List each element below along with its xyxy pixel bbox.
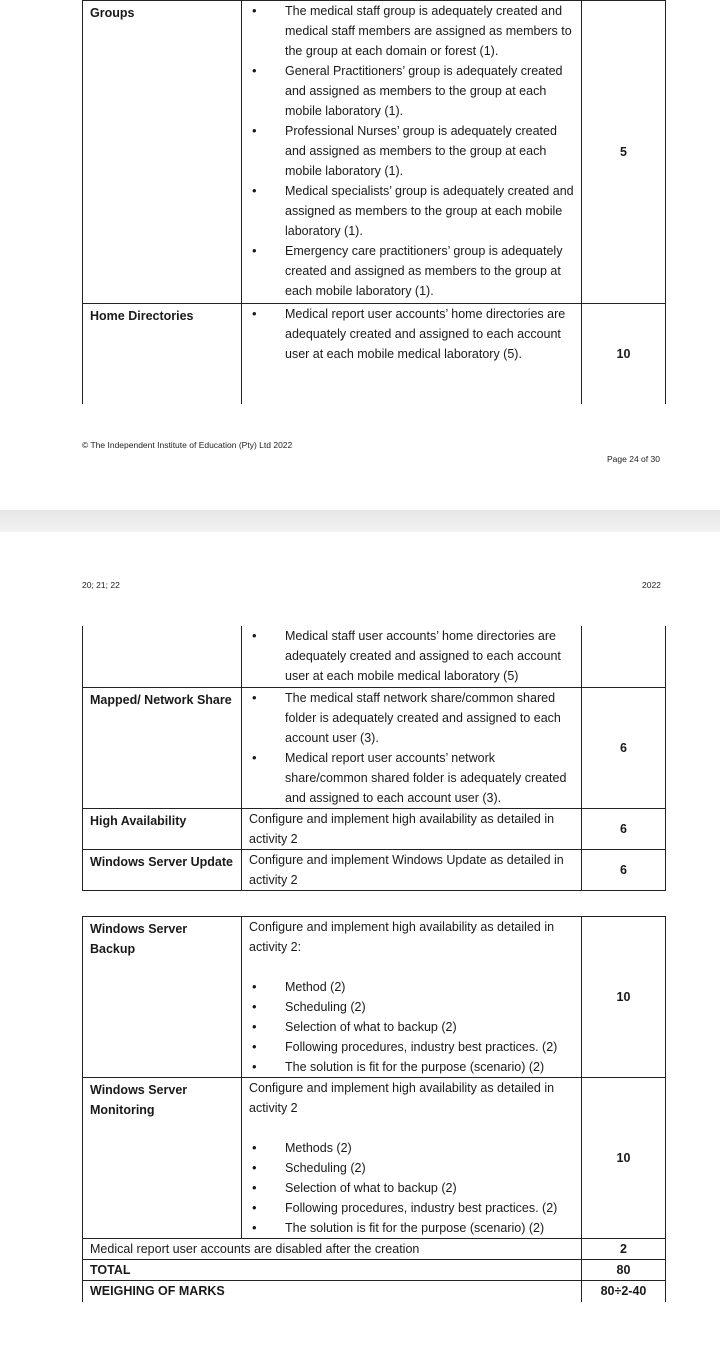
rubric-row-accounts-disabled xyxy=(83,1239,666,1260)
rubric-table-continued xyxy=(82,626,666,891)
footer-copyright: © The Independent Institute of Education (Pty) Ltd 2022 xyxy=(82,440,293,450)
criterion-cell: Windows Server Monitoring xyxy=(83,1078,242,1239)
marks-cell: 5 xyxy=(582,1,666,304)
rubric-row-total xyxy=(83,1260,666,1281)
list-item: • Method (2) xyxy=(249,977,575,997)
criterion-cell: Windows Server Update xyxy=(83,849,242,890)
weighing-marks: 80÷2-40 xyxy=(582,1281,666,1302)
list-item: • The solution is fit for the purpose (scenario) (2) xyxy=(249,1057,575,1077)
marks-cell: 2 xyxy=(582,1239,666,1260)
description-cell: Configure and implement high availability as detailed in activity 2 xyxy=(242,808,582,849)
description-cell xyxy=(242,917,582,1078)
marks-cell xyxy=(582,626,666,687)
marks-cell: 6 xyxy=(582,687,666,808)
document-page-25 xyxy=(0,532,720,1355)
rubric-row-continued xyxy=(83,626,666,687)
list-item: • Medical specialists’ group is adequately created and assigned as members to the group at each mobile laboratory (1). xyxy=(249,181,575,241)
rubric-row-windows-server-backup xyxy=(83,917,666,1078)
list-item: • Following procedures, industry best practices. (2) xyxy=(249,1198,575,1218)
description-cell xyxy=(242,1,582,304)
header-left: 20; 21; 22 xyxy=(82,580,120,590)
bullet-list xyxy=(249,688,575,808)
list-item: • Following procedures, industry best practices. (2) xyxy=(249,1037,575,1057)
list-item: • The solution is fit for the purpose (scenario) (2) xyxy=(249,1218,575,1238)
rubric-row-windows-server-monitoring xyxy=(83,1078,666,1239)
rubric-table-page-24 xyxy=(82,0,666,404)
list-item: • Methods (2) xyxy=(249,1138,575,1158)
list-item: • Professional Nurses’ group is adequately created and assigned as members to the group at each mobile laboratory (1). xyxy=(249,121,575,181)
criterion-cell: High Availability xyxy=(83,808,242,849)
page-number: Page 24 of 30 xyxy=(607,454,660,464)
total-marks: 80 xyxy=(582,1260,666,1281)
rubric-table-backup-monitoring xyxy=(82,916,666,1302)
criterion-cell: Home Directories xyxy=(83,304,242,404)
weighing-label: WEIGHING OF MARKS xyxy=(83,1281,582,1302)
description-cell xyxy=(242,304,582,404)
rubric-row-groups xyxy=(83,1,666,304)
marks-cell: 10 xyxy=(582,304,666,404)
rubric-row-mapped-network-share xyxy=(83,687,666,808)
document-page-24 xyxy=(0,0,720,510)
rubric-row-weighing xyxy=(83,1281,666,1302)
rubric-row-windows-server-update xyxy=(83,849,666,890)
bullet-list xyxy=(249,1,575,301)
total-label: TOTAL xyxy=(83,1260,582,1281)
criterion-cell: Mapped/ Network Share xyxy=(83,687,242,808)
description-cell: Medical report user accounts are disabled after the creation xyxy=(83,1239,582,1260)
rubric-row-high-availability xyxy=(83,808,666,849)
bullet-list xyxy=(249,1138,575,1238)
list-item: • Selection of what to backup (2) xyxy=(249,1017,575,1037)
list-item: • The medical staff network share/common shared folder is adequately created and assigned to each account user (3). xyxy=(249,688,575,748)
marks-cell: 6 xyxy=(582,808,666,849)
description-cell: Configure and implement Windows Update as detailed in activity 2 xyxy=(242,849,582,890)
marks-cell: 10 xyxy=(582,917,666,1078)
list-item: • General Practitioners’ group is adequately created and assigned as members to the group at each mobile laboratory (1). xyxy=(249,61,575,121)
criterion-cell: Windows Server Backup xyxy=(83,917,242,1078)
list-item: • The medical staff group is adequately created and medical staff members are assigned as members to the group at each domain or forest (1). xyxy=(249,1,575,61)
description-cell xyxy=(242,687,582,808)
list-item: • Medical staff user accounts’ home directories are adequately created and assigned to each account user at each mobile medical laboratory (5) xyxy=(249,626,575,686)
criterion-cell: Groups xyxy=(83,1,242,304)
list-item: • Selection of what to backup (2) xyxy=(249,1178,575,1198)
description-cell xyxy=(242,1078,582,1239)
bullet-list xyxy=(249,977,575,1077)
description-cell xyxy=(242,626,582,687)
header-year: 2022 xyxy=(642,580,661,590)
rubric-row-home-directories xyxy=(83,304,666,404)
marks-cell: 10 xyxy=(582,1078,666,1239)
list-item: • Medical report user accounts’ network share/common shared folder is adequately created and assigned to each account user (3). xyxy=(249,748,575,808)
criterion-cell xyxy=(83,626,242,687)
description-text: Configure and implement high availability as detailed in activity 2 xyxy=(249,1081,555,1115)
description-text: Configure and implement high availability as detailed in activity 2: xyxy=(249,920,555,954)
list-item: • Scheduling (2) xyxy=(249,1158,575,1178)
bullet-list xyxy=(249,304,575,364)
list-item: • Scheduling (2) xyxy=(249,997,575,1017)
bullet-list xyxy=(249,626,575,686)
list-item: • Emergency care practitioners’ group is adequately created and assigned as members to the group at each mobile laboratory (1). xyxy=(249,241,575,301)
list-item: • Medical report user accounts’ home directories are adequately created and assigned to each account user at each mobile medical laboratory (5). xyxy=(249,304,575,364)
marks-cell: 6 xyxy=(582,849,666,890)
page-separator xyxy=(0,510,720,532)
